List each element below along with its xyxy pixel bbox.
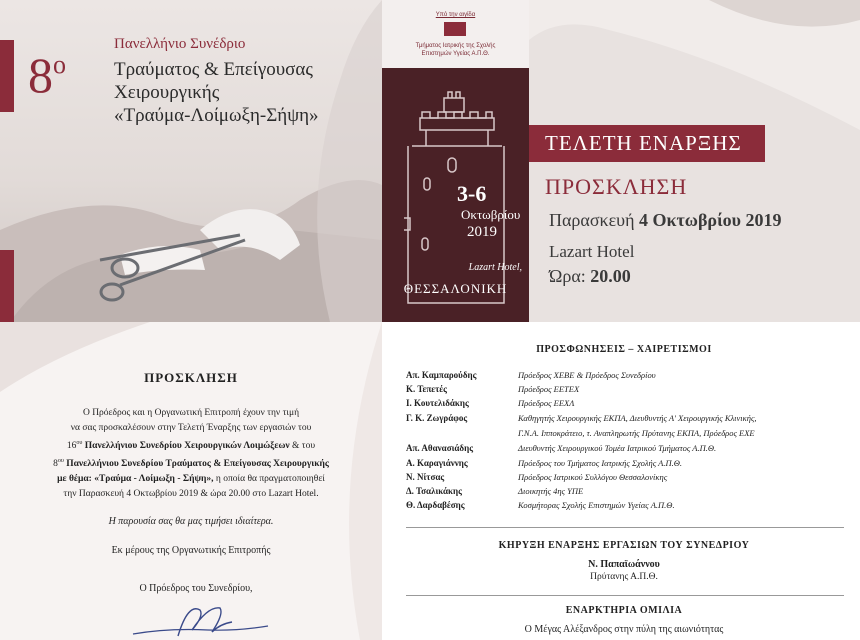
speaker-name: Α. Καραγιάννης (406, 458, 468, 468)
patronage-text: Τμήματος Ιατρικής της Σχολής Επιστημών Υγείας Α.Π.Θ. (415, 43, 496, 57)
opening-ceremony-title: ΤΕΛΕΤΗ ΕΝΑΡΞΗΣ (545, 131, 742, 155)
ceremony-panel (529, 0, 860, 322)
event-venue: Lazart Hotel (549, 242, 635, 261)
speaker-name: Δ. Τσαλικάκης (406, 486, 462, 496)
date-year: 2019 (467, 224, 497, 240)
event-date: Παρασκευή 4 Οκτωβρίου 2019 (549, 210, 782, 230)
speaker-name: Κ. Τεπετές (406, 384, 447, 394)
invitation-title: ΠΡΟΣΚΛΗΣΗ (144, 370, 238, 385)
accent-bar-bottom (0, 250, 14, 322)
patronage-label: Υπό την αιγίδα (435, 12, 476, 18)
opening-speaker-role: Πρύτανης Α.Π.Θ. (590, 572, 658, 582)
event-time: Ώρα: 20.00 (549, 266, 631, 286)
speaker-role: Πρόεδρος ΕΕΧΛ (518, 398, 575, 408)
invitation-heading: ΠΡΟΣΚΛΗΣΗ (545, 174, 688, 199)
section-divider (406, 595, 844, 596)
city-label: ΘΕΣΣΑΛΟΝΙΚΗ (403, 281, 508, 296)
dates-column (382, 0, 529, 322)
behalf-line: Εκ μέρους της Οργανωτικής Επιτροπής (111, 545, 271, 556)
speaker-name: Απ. Καμπαρούδης (406, 370, 477, 380)
date-month: Οκτωβρίου (461, 207, 521, 222)
accent-bar-top (0, 40, 14, 112)
section-divider (406, 527, 844, 528)
opening-declaration-heading: ΚΗΡΥΞΗ ΕΝΑΡΞΗΣ ΕΡΓΑΣΙΩΝ ΤΟΥ ΣΥΝΕΔΡΙΟΥ (498, 540, 750, 551)
speaker-name: Ι. Κουτελιδάκης (406, 398, 469, 408)
opening-ceremony-band (529, 125, 765, 162)
speaker-role: Διοικητής 4ης ΥΠΕ (518, 486, 584, 496)
speaker-role: Πρόεδρος του Τμήματος Ιατρικής Σχολής Α.Π.Θ. (518, 458, 682, 468)
invitation-letter-panel (0, 322, 382, 640)
congress-number: $8^o$ (28, 47, 66, 103)
opening-speaker-name: Ν. Παπαϊωάννου (588, 559, 660, 570)
speaker-role: Πρόεδρος ΧΕΒΕ & Πρόεδρος Συνεδρίου (518, 370, 656, 380)
speaker-role: Πρόεδρος Ιατρικού Συλλόγου Θεσσαλονίκης (518, 472, 668, 482)
invitation-body: Ο Πρόεδρος και η Οργανωτική Επιτροπή έχουν την τιμή να σας προσκαλέσουν στην Τελετή Έναρξης των εργασιών του $16^{o\upsilon}$ Πανελλήνιου Συνεδρίου Χειρουργικών Λοιμώξεων & του $8^{o\upsilon}$ Πανελλήνιου Συνεδρίου Τραύματος & Επείγουσας Χειρουργικής με θέμα: «Τραύμα - Λοίμωξη - Σήψη», η οποία θα πραγματοποιηθεί την Παρασκευή 4 Οκτωβρίου 2019 & ώρα 20.00 στο Lazart Hotel. (53, 408, 329, 500)
date-range: 3-6 (457, 181, 487, 206)
university-logo-icon (444, 22, 466, 36)
keynote-title: Ο Μέγας Αλέξανδρος στην πύλη της αιωνιότητας (524, 624, 724, 635)
president-label: Ο Πρόεδρος του Συνεδρίου, (139, 583, 253, 594)
program-panel (382, 322, 860, 640)
patronage-box (382, 0, 529, 68)
keynote-heading: ΕΝΑΡΚΤΗΡΙΑ ΟΜΙΛΙΑ (565, 605, 683, 616)
speaker-role: Γ.Ν.Α. Ιπποκράτειο, τ. Αναπληρωτής Πρύτανης ΕΚΠΑ, Πρόεδρος ΕΧΕ (518, 428, 755, 438)
speaker-name: Ν. Νίτσας (406, 472, 445, 482)
speaker-role: Διευθυντής Χειρουργικού Τομέα Ιατρικού Τμήματος Α.Π.Θ. (518, 443, 717, 453)
congress-title: Τραύματος & Επείγουσας Χειρουργικής «Τραύμα-Λοίμωξη-Σήψη» (114, 59, 319, 126)
speaker-name: Θ. Δαρδαβέσης (406, 500, 465, 510)
speaker-name: Γ. Κ. Ζωγράφος (406, 413, 468, 423)
speaker-role: Κοσμήτορας Σχολής Επιστημών Υγείας Α.Π.Θ. (518, 500, 675, 510)
speaker-role: Πρόεδρος ΕΕΤΕΧ (518, 384, 580, 394)
venue-label: Lazart Hotel, (468, 262, 522, 273)
honor-line: Η παρουσία σας θα μας τιμήσει ιδιαίτερα. (108, 516, 274, 527)
speeches-heading: ΠΡΟΣΦΩΝΗΣΕΙΣ – ΧΑΙΡΕΤΙΣΜΟΙ (536, 344, 712, 355)
congress-header-panel (0, 0, 382, 322)
speaker-role: Καθηγητής Χειρουργικής ΕΚΠΑ, Διευθυντής Α' Χειρουργικής Κλινικής, (518, 413, 757, 423)
congress-subtitle: Πανελλήνιο Συνέδριο (114, 36, 246, 52)
signature-image (128, 598, 278, 640)
speaker-name: Απ. Αθανασιάδης (406, 443, 473, 453)
